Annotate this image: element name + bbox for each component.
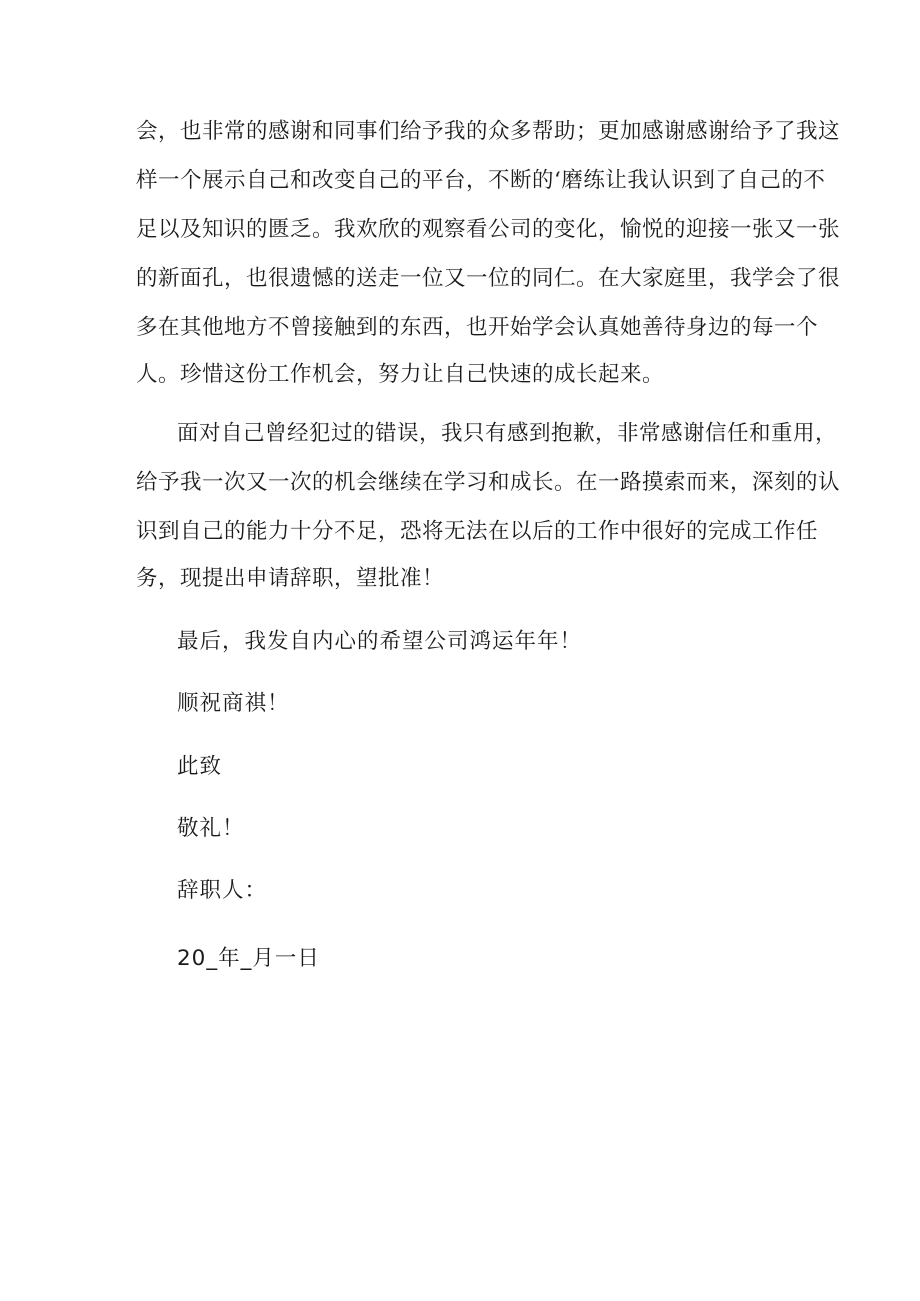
paragraph1-line-3: 足以及知识的匮乏。我欢欣的观察看公司的变化，愉悦的迎接一张又一张 [136, 217, 841, 242]
paragraph1-line-6: 人。珍惜这份工作机会，努力让自己快速的成长起来。 [136, 362, 665, 387]
signer-label: 辞职人： [177, 878, 268, 903]
closing-wish: 最后，我发自内心的希望公司鸿运年年！ [177, 629, 583, 654]
paragraph2-line-1: 面对自己曾经犯过的错误，我只有感到抱歉，非常感谢信任和重用， [177, 421, 838, 446]
paragraph2-line-3: 识到自己的能力十分不足，恐将无法在以后的工作中很好的完成工作任 [136, 519, 819, 544]
paragraph1-line-5: 多在其他地方不曾接触到的东西，也开始学会认真她善待身边的每一个 [136, 315, 819, 340]
blessing: 顺祝商祺！ [177, 691, 290, 716]
paragraph2-line-4: 务，现提出申请辞职，望批准！ [136, 566, 445, 591]
salutation-2: 敬礼！ [177, 816, 245, 841]
paragraph1-line-2: 样一个展示自己和改变自己的平台，不断的‘磨练让我认识到了自己的不 [136, 168, 826, 193]
salutation-1: 此致 [177, 754, 223, 779]
paragraph2-line-2: 给予我一次又一次的机会继续在学习和成长。在一路摸索而来，深刻的认 [136, 470, 841, 495]
paragraph1-line-4: 的新面孔，也很遗憾的送走一位又一位的同仁。在大家庭里，我学会了很 [136, 266, 841, 291]
paragraph1-line-1: 会，也非常的感谢和同事们给予我的众多帮助；更加感谢感谢给予了我这 [136, 119, 841, 144]
date-line: 20_年_月一日 [177, 946, 320, 971]
